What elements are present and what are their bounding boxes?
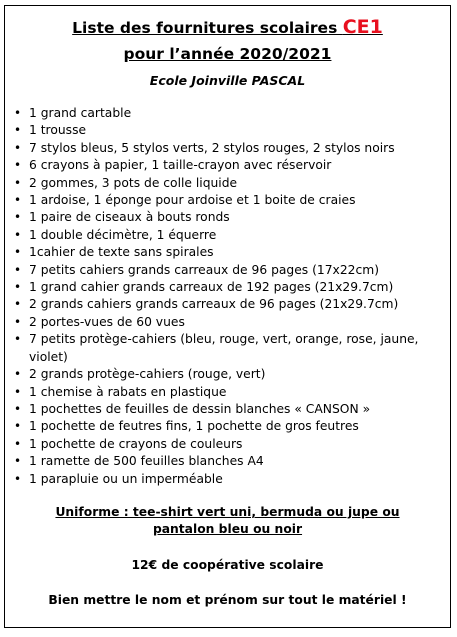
bullet-icon: • — [14, 245, 22, 260]
list-item — [14, 227, 438, 244]
list-item-text: 2 portes-vues de 60 vues — [29, 314, 185, 329]
bullet-icon: • — [14, 193, 22, 208]
list-item — [14, 366, 438, 383]
bullet-icon: • — [14, 140, 22, 155]
list-item-text: 6 crayons à papier, 1 taille-crayon avec réservoir — [29, 158, 332, 173]
bullet-icon: • — [14, 314, 22, 329]
bullet-icon: • — [14, 158, 22, 173]
list-item-text: 2 grands protège-cahiers (rouge, vert) — [29, 367, 266, 382]
bullet-icon: • — [14, 106, 22, 120]
list-item — [14, 157, 438, 174]
bullet-icon: • — [14, 227, 22, 242]
list-item — [14, 175, 438, 192]
supply-list — [5, 105, 450, 488]
list-item — [14, 384, 438, 401]
bullet-icon: • — [14, 123, 22, 138]
bullet-icon: • — [14, 210, 22, 225]
school-name: Ecole Joinville PASCAL — [149, 73, 306, 88]
list-item — [14, 209, 438, 226]
bullet-icon: • — [14, 471, 22, 486]
list-item-text: 7 petits cahiers grands carreaux de 96 pages (17x22cm) — [29, 262, 380, 277]
list-item — [14, 453, 438, 470]
list-item — [14, 122, 438, 139]
label-reminder: Bien mettre le nom et prénom sur tout le matériel ! — [48, 592, 407, 607]
list-item — [14, 471, 438, 488]
bullet-icon: • — [14, 297, 22, 312]
list-item-text: 1 pochettes de feuilles de dessin blanches « CANSON » — [29, 401, 371, 416]
list-item-text: 1 pochette de crayons de couleurs — [29, 436, 243, 451]
list-item — [14, 262, 438, 279]
bullet-icon: • — [14, 384, 22, 399]
list-item-text: 1 pochette de feutres fins, 1 pochette de gros feutres — [29, 419, 359, 434]
bullet-icon: • — [14, 367, 22, 382]
supply-list-sheet — [4, 5, 451, 628]
list-item-text: 1 grand cartable — [29, 106, 132, 120]
bullet-icon: • — [14, 401, 22, 416]
list-item-text: 1cahier de texte sans spirales — [29, 245, 214, 260]
list-item-text: 1 chemise à rabats en plastique — [29, 384, 227, 399]
list-item-text: 1 double décimètre, 1 équerre — [29, 227, 217, 242]
class-level-label: CE1 — [342, 16, 383, 38]
bullet-icon: • — [14, 332, 22, 347]
title-text: Liste des fournitures scolaires — [72, 19, 343, 37]
bullet-icon: • — [14, 262, 22, 277]
list-item — [14, 244, 438, 261]
cooperative-fee: 12€ de coopérative scolaire — [131, 557, 324, 572]
list-item-text: 1 trousse — [29, 123, 87, 138]
page-title — [5, 17, 450, 38]
list-item — [14, 436, 438, 453]
list-item — [14, 296, 438, 313]
list-item — [14, 401, 438, 418]
list-item-text: 1 ardoise, 1 éponge pour ardoise et 1 boite de craies — [29, 193, 356, 208]
list-item-text: 2 gommes, 3 pots de colle liquide — [29, 175, 238, 190]
list-item-text: 7 petits protège-cahiers (bleu, rouge, vert, orange, rose, jaune, violet) — [29, 332, 419, 364]
bullet-icon: • — [14, 436, 22, 451]
list-item-text: 1 parapluie ou un imperméable — [29, 471, 223, 486]
list-item-text: 1 paire de ciseaux à bouts ronds — [29, 210, 230, 225]
list-item — [14, 105, 438, 122]
bullet-icon: • — [14, 419, 22, 434]
list-item — [14, 418, 438, 435]
list-item-text: 7 stylos bleus, 5 stylos verts, 2 stylos rouges, 2 stylos noirs — [29, 140, 395, 155]
list-item-text: 2 grands cahiers grands carreaux de 96 pages (21x29.7cm) — [29, 297, 399, 312]
list-item — [14, 331, 438, 366]
bullet-icon: • — [14, 280, 22, 295]
bullet-icon: • — [14, 454, 22, 469]
uniform-note: Uniforme : tee-shirt vert uni, bermuda ou jupe ou pantalon bleu ou noir — [55, 504, 400, 537]
list-item — [14, 192, 438, 209]
list-item — [14, 314, 438, 331]
list-item-text: 1 grand cahier grands carreaux de 192 pages (21x29.7cm) — [29, 280, 394, 295]
list-item — [14, 279, 438, 296]
list-item — [14, 140, 438, 157]
bullet-icon: • — [14, 175, 22, 190]
list-item-text: 1 ramette de 500 feuilles blanches A4 — [29, 454, 264, 469]
school-year-title: pour l’année 2020/2021 — [123, 45, 332, 63]
